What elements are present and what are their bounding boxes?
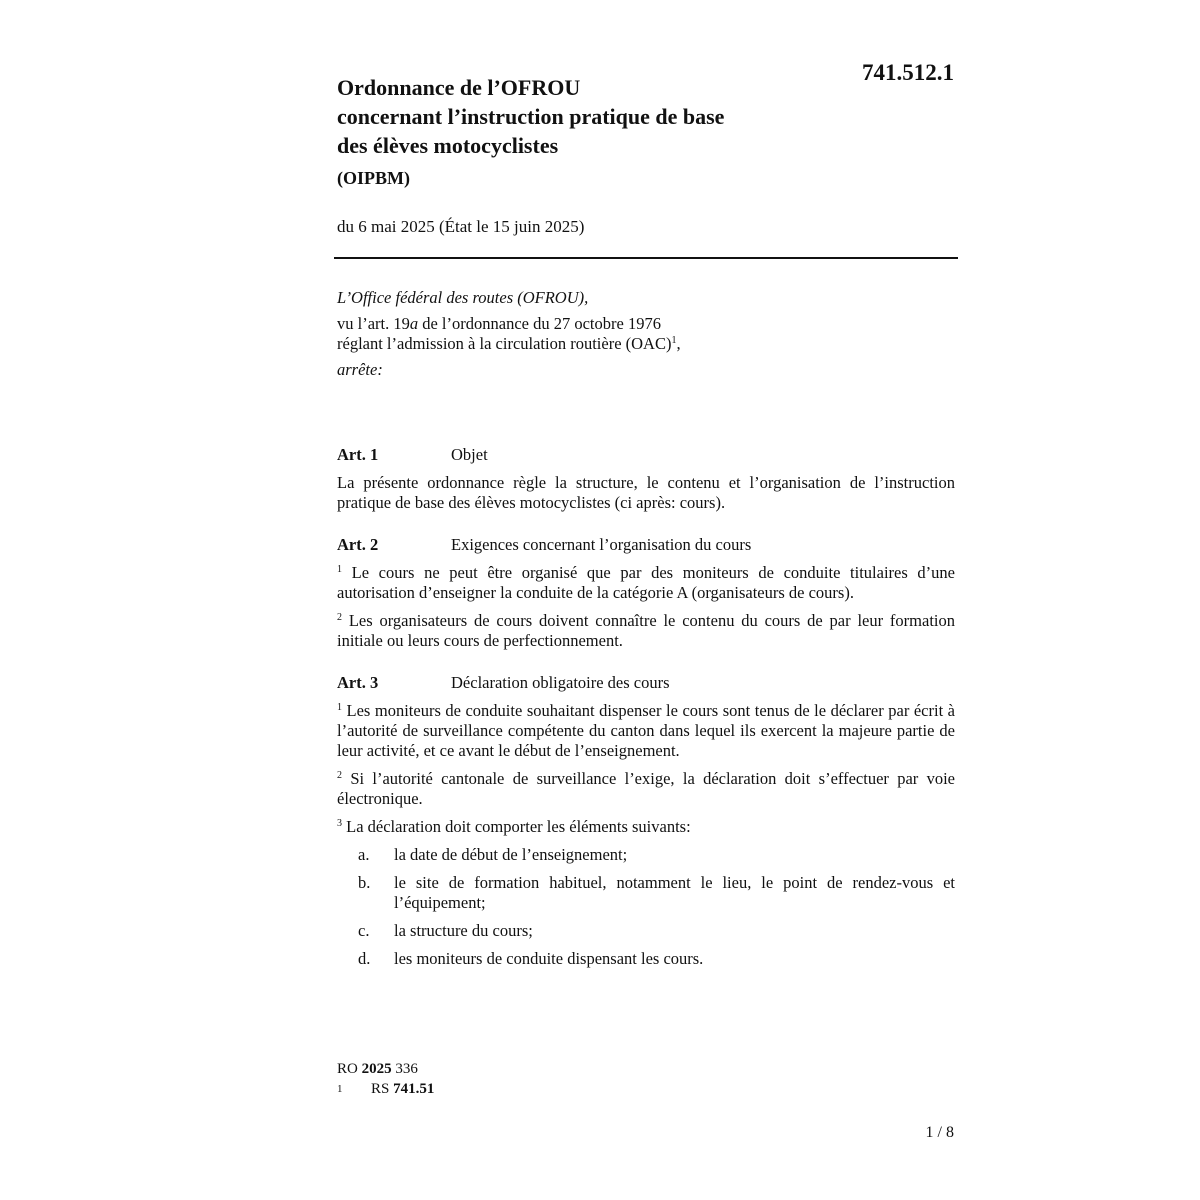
paragraph-text: La présente ordonnance règle la structure, le contenu et l’organisation de l’instruction pratique de base des élèves motocyclistes (ci après: cours). bbox=[337, 473, 955, 512]
list-text: le site de formation habituel, notamment le lieu, le point de rendez-vous et l’équipement; bbox=[394, 873, 955, 912]
article-paragraph bbox=[337, 473, 955, 513]
basis-text: vu l’art. 19 bbox=[337, 314, 410, 333]
basis-text-end: de l’ordonnance du 27 octobre 1976 bbox=[418, 314, 661, 333]
paragraph-text: La déclaration doit comporter les éléments suivants: bbox=[342, 817, 691, 836]
list-item bbox=[337, 949, 955, 969]
list-text: la date de début de l’enseignement; bbox=[394, 845, 628, 864]
list-letter: c. bbox=[358, 921, 370, 940]
ro-prefix: RO bbox=[337, 1061, 358, 1077]
title-line-2: concernant l’instruction pratique de base bbox=[337, 104, 725, 129]
article-paragraph bbox=[337, 563, 955, 603]
ro-page: 336 bbox=[395, 1061, 418, 1077]
footnote-reference-link[interactable]: 741.51 bbox=[393, 1081, 435, 1097]
sr-number: 741.512.1 bbox=[862, 60, 954, 85]
list-item bbox=[337, 845, 955, 865]
paragraph-number: 1 bbox=[337, 564, 342, 575]
footnote-marker[interactable]: 1 bbox=[671, 335, 677, 346]
title-line-1: Ordonnance de l’OFROU bbox=[337, 75, 581, 100]
paragraph-text: Si l’autorité cantonale de surveillance l’exige, la déclaration doit s’effectuer par voie électronique. bbox=[337, 769, 955, 808]
article-3 bbox=[337, 673, 955, 969]
article-number: Art. 2 bbox=[337, 535, 379, 554]
list-letter: a. bbox=[358, 845, 370, 864]
article-paragraph bbox=[337, 769, 955, 809]
footnote-1 bbox=[337, 1079, 434, 1099]
header-divider bbox=[334, 257, 958, 259]
list-letter: b. bbox=[358, 873, 371, 892]
preamble-basis-line-1 bbox=[337, 314, 957, 334]
article-heading bbox=[337, 673, 955, 693]
preamble-authority: L’Office fédéral des routes (OFROU), bbox=[337, 288, 589, 307]
footnote-number: 1 bbox=[337, 1083, 343, 1095]
title-abbreviation: (OIPBM) bbox=[337, 168, 410, 188]
article-title: Exigences concernant l’organisation du cours bbox=[451, 535, 752, 554]
ro-reference bbox=[337, 1059, 434, 1079]
paragraph-number: 3 bbox=[337, 818, 342, 829]
articles bbox=[337, 445, 955, 991]
ro-year: 2025 bbox=[361, 1061, 392, 1077]
article-heading bbox=[337, 535, 955, 555]
footnote-text bbox=[371, 1079, 434, 1099]
title-line-3: des élèves motocyclistes bbox=[337, 133, 559, 158]
basis-letter: a bbox=[409, 314, 419, 333]
preamble bbox=[337, 288, 957, 380]
paragraph-text: Les organisateurs de cours doivent connaître le contenu du cours de par leur formation initiale ou leurs cours de perfectionnement. bbox=[337, 611, 955, 650]
document-title bbox=[337, 73, 797, 189]
list-item bbox=[337, 873, 955, 913]
article-paragraph bbox=[337, 701, 955, 761]
paragraph-number: 2 bbox=[337, 612, 342, 623]
footnote-prefix: RS bbox=[371, 1081, 390, 1097]
article-paragraph bbox=[337, 817, 955, 837]
paragraph-text: Les moniteurs de conduite souhaitant dispenser le cours sont tenus de le déclarer par écrit à l’autorité de surveillance compétente du canton dans lequel ils exercent la majeure partie de leur activité, et ce avant le début de l’enseignement. bbox=[337, 701, 955, 760]
page-number: 1 / 8 bbox=[925, 1124, 954, 1141]
enumeration-list bbox=[337, 845, 955, 969]
article-title: Déclaration obligatoire des cours bbox=[451, 673, 670, 692]
article-1 bbox=[337, 445, 955, 513]
paragraph-number: 1 bbox=[337, 702, 342, 713]
preamble-decree: arrête: bbox=[337, 360, 383, 379]
list-text: la structure du cours; bbox=[394, 921, 533, 940]
article-paragraph bbox=[337, 611, 955, 651]
footnotes bbox=[337, 1059, 434, 1099]
paragraph-number: 2 bbox=[337, 770, 342, 781]
article-number: Art. 3 bbox=[337, 673, 379, 692]
paragraph-text: Le cours ne peut être organisé que par des moniteurs de conduite titulaires d’une autorisation d’enseigner la conduite de la catégorie A (organisateurs de cours). bbox=[337, 563, 955, 602]
list-text: les moniteurs de conduite dispensant les cours. bbox=[394, 949, 704, 968]
article-number: Art. 1 bbox=[337, 445, 379, 464]
article-title: Objet bbox=[451, 445, 488, 464]
article-2 bbox=[337, 535, 955, 651]
date-line: du 6 mai 2025 (État le 15 juin 2025) bbox=[337, 217, 585, 236]
preamble-basis-line-2 bbox=[337, 334, 957, 354]
basis-line-2-end: , bbox=[676, 334, 681, 353]
basis-line-2-text: réglant l’admission à la circulation routière (OAC) bbox=[337, 334, 672, 353]
list-item bbox=[337, 921, 955, 941]
list-letter: d. bbox=[358, 949, 371, 968]
article-heading bbox=[337, 445, 955, 465]
